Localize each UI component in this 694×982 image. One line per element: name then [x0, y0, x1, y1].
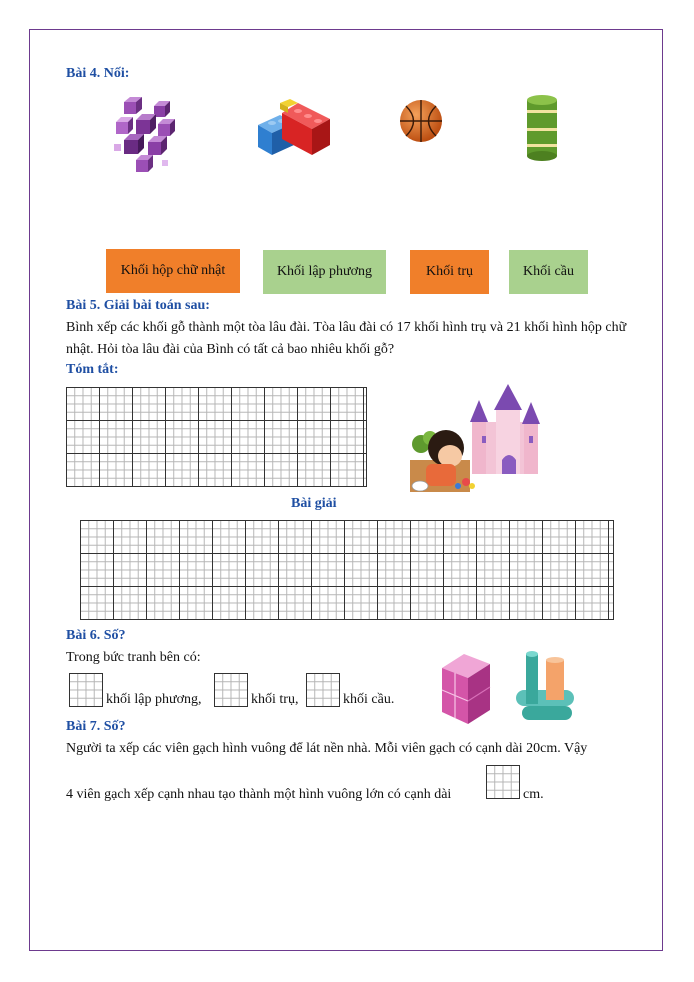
boy-castle-image — [406, 382, 542, 498]
answer-box-khoi-lap-phuong[interactable] — [69, 673, 103, 707]
tom-tat-label: Tóm tắt: — [66, 362, 119, 377]
bai5-problem: Bình xếp các khối gỗ thành một tòa lâu đài. Tòa lâu đài có 17 khối hình trụ và 21 khối hình hộp chữ nhật. Hỏi tòa lâu đài của Bình có tất cả bao nhiêu khối gỗ? — [66, 320, 627, 357]
bai6-item3: khối cầu. — [343, 692, 395, 707]
solution-grid[interactable] — [80, 520, 614, 620]
purple-cubes-image — [110, 94, 176, 180]
cube — [124, 97, 142, 114]
lego-bricks-image — [254, 97, 334, 161]
bai4-heading: Bài 4. Nối: — [66, 66, 130, 81]
cubes-cylinders-image — [434, 650, 584, 730]
bai5-heading: Bài 5. Giải bài toán sau: — [66, 298, 210, 313]
bai7-line1: Người ta xếp các viên gạch hình vuông để lát nền nhà. Mỗi viên gạch có cạnh dài 20cm. Vậy — [66, 741, 588, 756]
answer-box-khoi-cau[interactable] — [306, 673, 340, 707]
summary-grid[interactable] — [66, 387, 367, 487]
bai7-line2: 4 viên gạch xếp cạnh nhau tạo thành một hình vuông lớn có cạnh dài — [66, 787, 452, 802]
bai-giai-label: Bài giải — [291, 496, 337, 511]
green-cylinder-image — [524, 92, 560, 164]
bai6-item1: khối lập phương, — [106, 692, 202, 707]
label-khoi-hop-chu-nhat: Khối hộp chữ nhật — [106, 249, 240, 293]
label-khoi-lap-phuong: Khối lập phương — [263, 250, 386, 294]
label-khoi-tru: Khối trụ — [410, 250, 489, 294]
bai7-unit: cm. — [523, 787, 544, 802]
basketball-image — [398, 98, 444, 144]
bai7-heading: Bài 7. Số? — [66, 719, 126, 734]
answer-box-khoi-tru[interactable] — [214, 673, 248, 707]
bai6-intro: Trong bức tranh bên có: — [66, 650, 201, 665]
answer-box-side-length[interactable] — [486, 765, 520, 799]
label-khoi-cau: Khối cầu — [509, 250, 588, 294]
bai6-item2: khối trụ, — [251, 692, 299, 707]
bai6-heading: Bài 6. Số? — [66, 628, 126, 643]
